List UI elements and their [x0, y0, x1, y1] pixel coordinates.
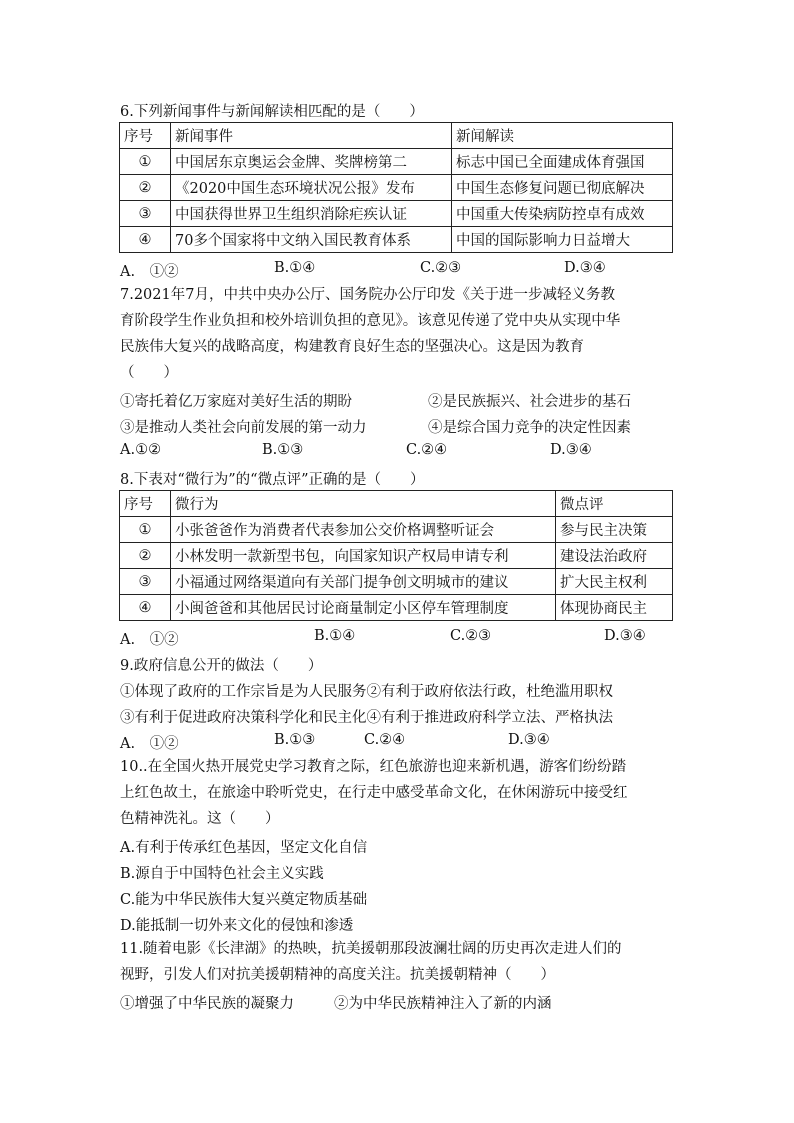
question-8-options	[120, 628, 680, 648]
table-header-cell: 微行为	[171, 491, 556, 517]
statement-3: ③是推动人类社会向前发展的第一动力	[120, 420, 367, 436]
option-a: A. ①②	[120, 736, 179, 752]
option-c: C.②③	[420, 260, 462, 276]
table-cell: ①	[120, 149, 171, 175]
question-8-stem: 8.下表对“微行为”的“微点评”正确的是（ ）	[120, 472, 425, 488]
table-cell: ②	[120, 543, 171, 569]
table-row	[120, 517, 673, 543]
table-cell: 体现协商民主	[556, 595, 673, 621]
question-6-stem: 6.下列新闻事件与新闻解读相匹配的是（ ）	[120, 104, 424, 120]
question-10-line: 10..在全国火热开展党史学习教育之际，红色旅游也迎来新机遇，游客们纷纷踏	[120, 759, 627, 775]
table-header-cell: 序号	[120, 491, 171, 517]
option-a: A. ①②	[120, 264, 179, 280]
option-c: C.能为中华民族伟大复兴奠定物质基础	[120, 892, 368, 908]
table-cell: ①	[120, 517, 171, 543]
question-10-line: 上红色故土，在旅途中聆听党史，在行走中感受革命文化，在休闲游玩中接受红	[120, 785, 628, 801]
option-b: B.①④	[314, 628, 356, 644]
table-cell: 参与民主决策	[556, 517, 673, 543]
table-cell: 中国的国际影响力日益增大	[452, 227, 673, 253]
option-c: C.②④	[364, 732, 406, 748]
option-b: B.①④	[274, 260, 316, 276]
option-b: B.①③	[262, 442, 304, 458]
table-cell: 《2020中国生态环境状况公报》发布	[171, 175, 452, 201]
option-d: D.③④	[604, 628, 646, 644]
option-d: D.③④	[564, 260, 606, 276]
table-cell: ④	[120, 595, 171, 621]
question-6-table	[119, 122, 673, 253]
table-header-row	[120, 123, 673, 149]
statement-1: ①寄托着亿万家庭对美好生活的期盼	[120, 394, 352, 410]
question-11-items	[120, 992, 680, 1012]
table-cell: 小福通过网络渠道向有关部门提争创文明城市的建议	[171, 569, 556, 595]
table-cell: 标志中国已全面建成体育强国	[452, 149, 673, 175]
table-header-cell: 新闻解读	[452, 123, 673, 149]
option-a: A.①②	[120, 442, 162, 458]
option-c: C.②③	[450, 628, 492, 644]
option-d: D.③④	[550, 442, 592, 458]
option-b: B.①③	[274, 732, 316, 748]
question-8-table	[119, 490, 673, 621]
table-cell: 中国居东京奥运会金牌、奖牌榜第二	[171, 149, 452, 175]
option-a: A. ①②	[120, 632, 179, 648]
question-10-stem	[120, 754, 680, 832]
question-10-line: 色精神洗礼。这（ ）	[120, 811, 280, 827]
question-7-line: 育阶段学生作业负担和校外培训负担的意见》。该意见传递了党中央从实现中华	[120, 313, 621, 329]
table-header-cell: 序号	[120, 123, 171, 149]
table-cell: 小闽爸爸和其他居民讨论商量制定小区停车管理制度	[171, 595, 556, 621]
statement-1: ①增强了中华民族的凝聚力	[120, 996, 294, 1012]
question-7-line: 民族伟大复兴的战略高度，构建教育良好生态的坚强决心。这是因为教育	[120, 339, 584, 355]
table-cell: 中国获得世界卫生组织消除疟疾认证	[171, 201, 452, 227]
table-header-row	[120, 491, 673, 517]
option-b: B.源自于中国特色社会主义实践	[120, 866, 324, 882]
table-row	[120, 569, 673, 595]
statement-2: ②为中华民族精神注入了新的内涵	[334, 996, 552, 1012]
question-9-options	[120, 732, 680, 752]
table-cell: 中国重大传染病防控卓有成效	[452, 201, 673, 227]
statement-line: ③有利于促进政府决策科学化和民主化④有利于推进政府科学立法、严格执法	[120, 710, 613, 726]
table-cell: 70多个国家将中文纳入国民教育体系	[171, 227, 452, 253]
option-c: C.②④	[406, 442, 448, 458]
table-cell: 小张爸爸作为消费者代表参加公交价格调整听证会	[171, 517, 556, 543]
table-cell: ④	[120, 227, 171, 253]
question-7-stem	[120, 282, 680, 386]
table-cell: 建设法治政府	[556, 543, 673, 569]
table-row	[120, 595, 673, 621]
table-cell: ③	[120, 201, 171, 227]
table-row	[120, 227, 673, 253]
question-7-items-row-2	[120, 416, 680, 436]
table-row	[120, 543, 673, 569]
question-11-line: 11.随着电影《长津湖》的热映，抗美援朝那段波澜壮阔的历史再次走进人们的	[120, 941, 622, 957]
table-row	[120, 175, 673, 201]
option-d: D.能抵制一切外来文化的侵蚀和渗透	[120, 918, 354, 934]
statement-2: ②是民族振兴、社会进步的基石	[428, 394, 631, 410]
question-6-options	[120, 260, 680, 280]
option-a: A.有利于传承红色基因，坚定文化自信	[120, 840, 368, 856]
table-cell: ③	[120, 569, 171, 595]
question-7-line: 7.2021年7月，中共中央办公厅、国务院办公厅印发《关于进一步减轻义务教	[120, 287, 615, 303]
option-d: D.③④	[508, 732, 550, 748]
question-7-line: （ ）	[120, 365, 178, 381]
table-cell: 中国生态修复问题已彻底解决	[452, 175, 673, 201]
question-7-items-row-1	[120, 390, 680, 410]
question-11-line: 视野，引发人们对抗美援朝精神的高度关注。抗美援朝精神（ ）	[120, 967, 555, 983]
table-row	[120, 201, 673, 227]
table-cell: ②	[120, 175, 171, 201]
table-cell: 扩大民主权利	[556, 569, 673, 595]
table-header-cell: 新闻事件	[171, 123, 452, 149]
table-header-cell: 微点评	[556, 491, 673, 517]
table-cell: 小林发明一款新型书包，向国家知识产权局申请专利	[171, 543, 556, 569]
table-row	[120, 149, 673, 175]
question-9-stem: 9.政府信息公开的做法（ ）	[120, 658, 323, 674]
question-7-options	[120, 442, 680, 462]
statement-4: ④是综合国力竞争的决定性因素	[428, 420, 631, 436]
statement-line: ①体现了政府的工作宗旨是为人民服务②有利于政府依法行政，杜绝滥用职权	[120, 684, 613, 700]
question-11-stem	[120, 936, 680, 988]
